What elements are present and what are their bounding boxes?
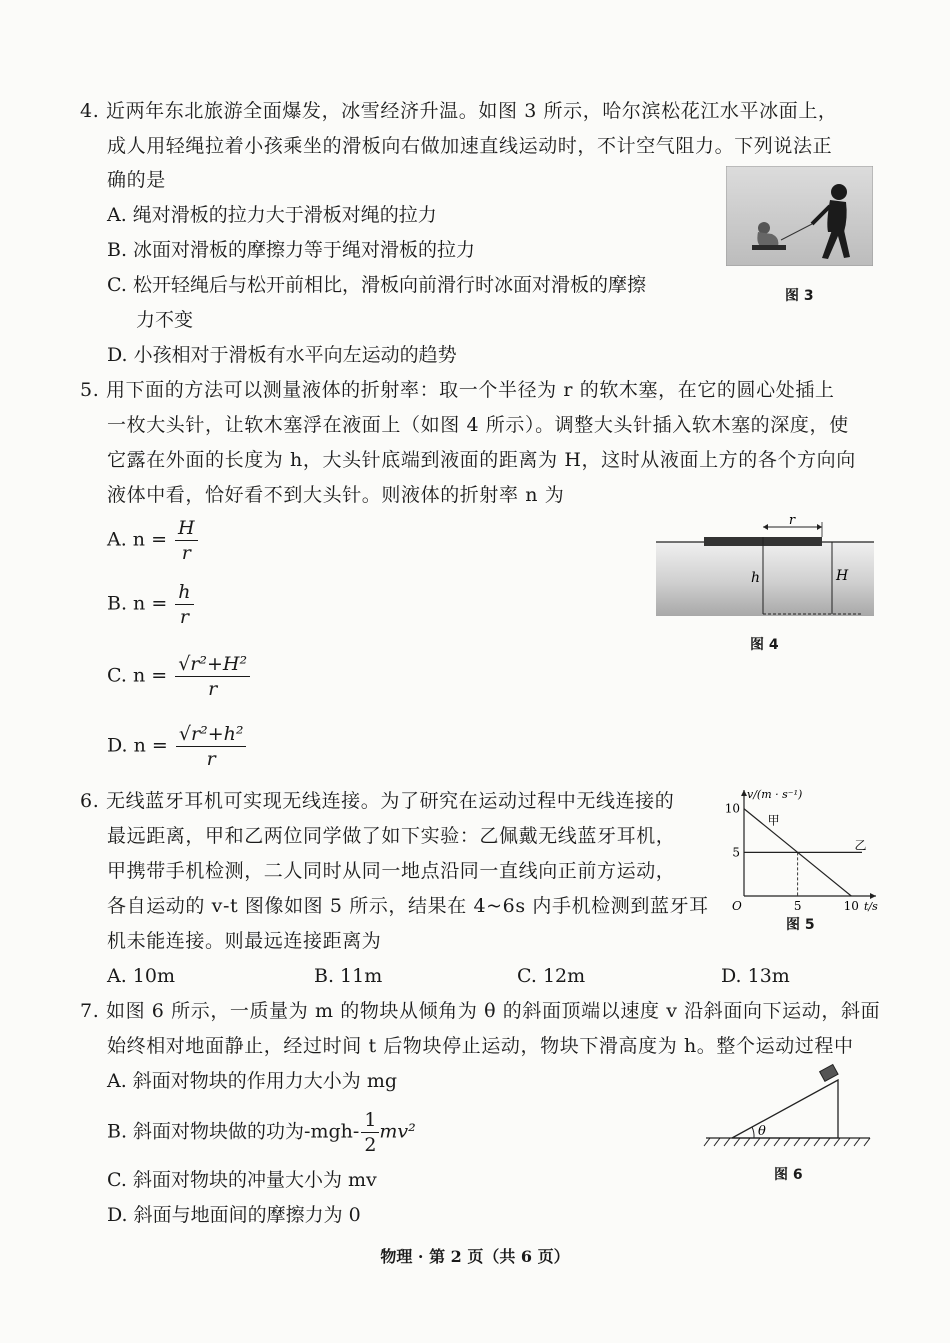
- q5-option-b-prefix: B. n =: [107, 592, 168, 615]
- angle-arc: [752, 1127, 754, 1138]
- q5-option-d-prefix: D. n =: [107, 734, 168, 757]
- incline-triangle: [732, 1080, 838, 1138]
- q5-option-d: [107, 722, 246, 771]
- q4-line-2: 成人用轻绳拉着小孩乘坐的滑板向右做加速直线运动时，不计空气阻力。下列说法正: [107, 135, 833, 157]
- figure-4-diagram: [652, 512, 876, 622]
- q7-option-b-den: 2: [364, 1134, 377, 1156]
- label-r: r: [788, 513, 796, 528]
- y-tick-label-1: 10: [724, 801, 740, 816]
- q5-option-b-fraction: [175, 580, 193, 629]
- q6-option-c: C. 12m: [517, 965, 586, 987]
- label-H: H: [836, 568, 849, 584]
- q6-line-4: 各自运动的 v-t 图像如图 5 所示，结果在 4~6s 内手机检测到蓝牙耳: [107, 895, 709, 917]
- q5-option-d-fraction: [176, 722, 247, 771]
- figure-6-caption: 图 6: [774, 1167, 803, 1183]
- chart-series: [744, 809, 862, 896]
- q4-line-3: 确的是: [107, 169, 166, 191]
- q5-line-3: 它露在外面的长度为 h，大头针底端到液面的距离为 H，这时从液面上方的各个方向向: [107, 449, 856, 471]
- q7-line-1: 7. 如图 6 所示，一质量为 m 的物块从倾角为 θ 的斜面顶端以速度 v 沿斜面向下运动，斜面: [80, 1000, 881, 1022]
- q5-option-b: [107, 580, 194, 629]
- label-h: h: [751, 570, 761, 586]
- q7-option-b-num: 1: [361, 1108, 379, 1133]
- q5-line-1: 5. 用下面的方法可以测量液体的折射率：取一个半径为 r 的软木塞，在它的圆心处插上: [80, 379, 835, 401]
- q4-option-c-cont: 力不变: [136, 309, 194, 331]
- q4-line-1: 4. 近两年东北旅游全面爆发，冰雪经济升温。如图 3 所示，哈尔滨松花江水平冰面上，: [80, 100, 838, 122]
- block: [820, 1064, 838, 1081]
- y-tick-label-0: 5: [732, 845, 740, 860]
- q6-option-b: B. 11m: [314, 965, 383, 987]
- ground-hatching: [704, 1138, 870, 1146]
- x-axis-label: t/s: [864, 900, 878, 913]
- q5-option-b-num: h: [175, 580, 193, 605]
- q7-option-b: [107, 1108, 416, 1157]
- q5-option-b-den: r: [179, 606, 189, 628]
- q6-line-3: 甲携带手机检测，二人同时从同一地点沿同一直线向正前方运动，: [107, 860, 676, 882]
- x-axis-arrow: [870, 893, 876, 899]
- q7-option-b-prefix: B. 斜面对物块做的功为-mgh-: [107, 1120, 360, 1143]
- q5-line-2: 一枚大头针，让软木塞浮在液面上（如图 4 所示）。调整大头针插入软木塞的深度，使: [107, 414, 849, 436]
- figure-5-vt-chart: [722, 784, 882, 914]
- q5-option-d-num: √r²+h²: [176, 722, 247, 747]
- figure-4-caption: 图 4: [750, 637, 779, 653]
- figure-5-caption: 图 5: [786, 917, 815, 933]
- figure-6-incline: [702, 1062, 874, 1152]
- q5-option-c-fraction: [175, 652, 250, 701]
- q6-line-2: 最远距离，甲和乙两位同学做了如下实验：乙佩戴无线蓝牙耳机，: [107, 825, 676, 847]
- origin-label: O: [732, 899, 742, 913]
- q7-option-d: D. 斜面与地面间的摩擦力为 0: [107, 1204, 361, 1226]
- figure-3-photo: [726, 166, 873, 266]
- q5-option-c-num: √r²+H²: [175, 652, 250, 677]
- q6-option-a: A. 10m: [107, 965, 175, 987]
- q4-option-b: B. 冰面对滑板的摩擦力等于绳对滑板的拉力: [107, 239, 476, 261]
- x-tick-label-1: 10: [843, 899, 859, 913]
- x-tick-label-0: 5: [793, 899, 802, 913]
- q5-option-a-prefix: A. n =: [107, 528, 167, 551]
- q4-option-a: A. 绳对滑板的拉力大于滑板对绳的拉力: [107, 204, 437, 226]
- q7-option-c: C. 斜面对物块的冲量大小为 mv: [107, 1169, 377, 1191]
- q5-option-a-den: r: [181, 542, 191, 564]
- q5-option-c-den: r: [208, 678, 218, 700]
- q7-option-b-suffix: mv²: [379, 1120, 416, 1143]
- q6-option-d: D. 13m: [721, 965, 790, 987]
- q5-option-a-num: H: [175, 516, 198, 541]
- q7-option-b-fraction: [361, 1108, 379, 1157]
- y-axis-label: v/(m · s⁻¹): [747, 788, 803, 801]
- q4-option-c: C. 松开轻绳后与松开前相比，滑板向前滑行时冰面对滑板的摩擦: [107, 274, 646, 296]
- q5-option-a-fraction: [175, 516, 198, 565]
- q6-line-5: 机未能连接。则最远连接距离为: [107, 930, 382, 952]
- q5-option-c: [107, 652, 250, 701]
- q7-line-2: 始终相对地面静止，经过时间 t 后物块停止运动，物块下滑高度为 h。整个运动过程中: [107, 1035, 854, 1057]
- q6-line-1: 6. 无线蓝牙耳机可实现无线连接。为了研究在运动过程中无线连接的: [80, 790, 675, 812]
- label-theta: θ: [758, 1124, 766, 1139]
- series-name-yi: 乙: [854, 838, 867, 853]
- q5-line-4: 液体中看，恰好看不到大头针。则液体的折射率 n 为: [107, 484, 565, 506]
- q4-option-d: D. 小孩相对于滑板有水平向左运动的趋势: [107, 344, 457, 366]
- figure-3-caption: 图 3: [785, 288, 814, 304]
- q5-option-a: [107, 516, 198, 565]
- chart-labels: [725, 788, 878, 913]
- series-name-jia: 甲: [767, 813, 780, 828]
- q5-option-d-den: r: [206, 748, 216, 770]
- page-footer: 物理 · 第 2 页（共 6 页）: [380, 1247, 570, 1266]
- q5-option-c-prefix: C. n =: [107, 664, 168, 687]
- q7-option-a: A. 斜面对物块的作用力大小为 mg: [107, 1070, 398, 1092]
